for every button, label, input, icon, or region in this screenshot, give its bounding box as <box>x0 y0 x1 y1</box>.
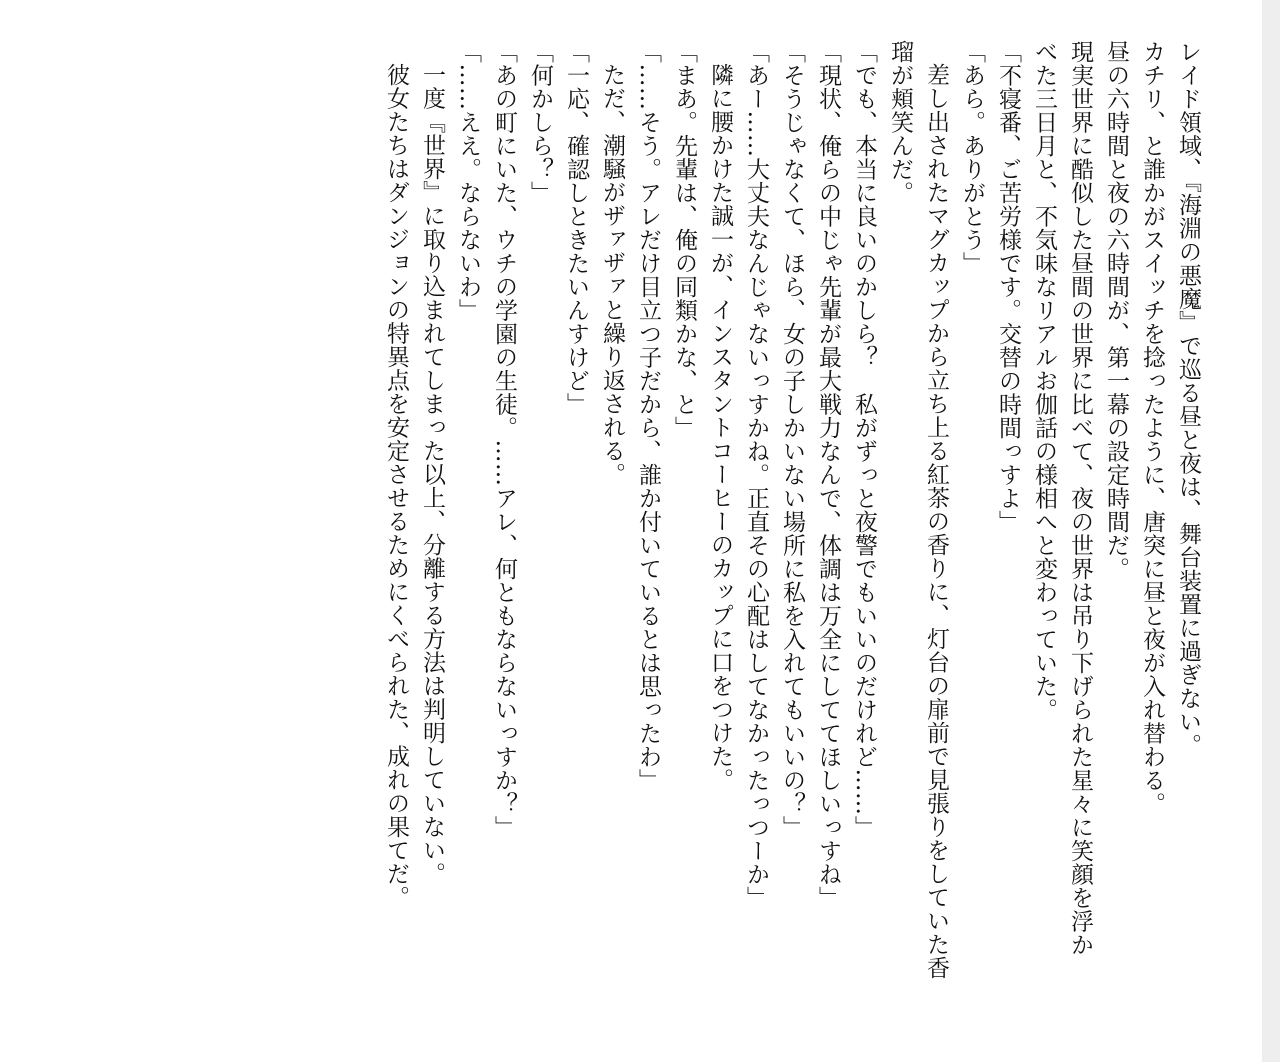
text-line: 昼の六時間と夜の六時間が、第一幕の設定時間だ。 <box>1103 40 1129 581</box>
text-line: 「あら。ありがとう」 <box>959 40 985 275</box>
text-line: 瑠が頬笑んだ。 <box>887 40 913 205</box>
text-line: カチリ、と誰かがスイッチを捻ったように、唐突に昼と夜が入れ替わる。 <box>1139 40 1165 816</box>
text-line: 現実世界に酷似した昼間の世界に比べて、夜の世界は吊り下げられた星々に笑顔を浮か <box>1067 40 1093 957</box>
text-line: 「そうじゃなくて、ほら、女の子しかいない場所に私を入れてもいいの？」 <box>779 40 805 839</box>
text-line: 一度『世界』に取り込まれてしまった以上、分離する方法は判明していない。 <box>419 63 445 886</box>
text-line: 「何かしら？」 <box>527 40 553 205</box>
text-line: 差し出されたマグカップから立ち上る紅茶の香りに、灯台の扉前で見張りをしていた香 <box>923 63 949 980</box>
text-line: 「まあ。先輩は、俺の同類かな、と」 <box>671 40 697 440</box>
text-line: 「あの町にいた、ウチの学園の生徒。……アレ、何ともならないっすか？」 <box>491 40 517 839</box>
text-line: 「……そう。アレだけ目立つ子だから、誰か付いているとは思ったわ」 <box>635 40 661 792</box>
text-line: 「あー……大丈夫なんじゃないっすかね。正直その心配はしてなかったっつーか」 <box>743 40 769 910</box>
text-line: 彼女たちはダンジョンの特異点を安定させるためにくべられた、成れの果てだ。 <box>383 63 409 909</box>
text-line: 「……ええ。ならないわ」 <box>455 40 481 322</box>
text-line: 隣に腰かけた誠一が、インスタントコーヒーのカップに口をつけた。 <box>707 63 733 792</box>
text-line: 「一応、確認しときたいんすけど」 <box>563 40 589 416</box>
text-line: 「不寝番、ご苦労様です。交替の時間っすよ」 <box>995 40 1021 534</box>
text-line: べた三日月と、不気味なリアルお伽話の様相へと変わっていた。 <box>1031 40 1057 722</box>
text-line: 「でも、本当に良いのかしら？ 私がずっと夜警でもいいのだけれど……」 <box>851 40 877 839</box>
page-edge <box>1262 0 1280 1062</box>
text-line: レイド領域、『海淵の悪魔』で巡る昼と夜は、舞台装置に過ぎない。 <box>1175 40 1201 757</box>
vertical-text-body <box>378 40 1206 1000</box>
text-line: 「現状、俺らの中じゃ先輩が最大戦力なんで、体調は万全にしててほしいっすね」 <box>815 40 841 910</box>
text-line: ただ、潮騒がザァザァと繰り返される。 <box>599 63 625 486</box>
